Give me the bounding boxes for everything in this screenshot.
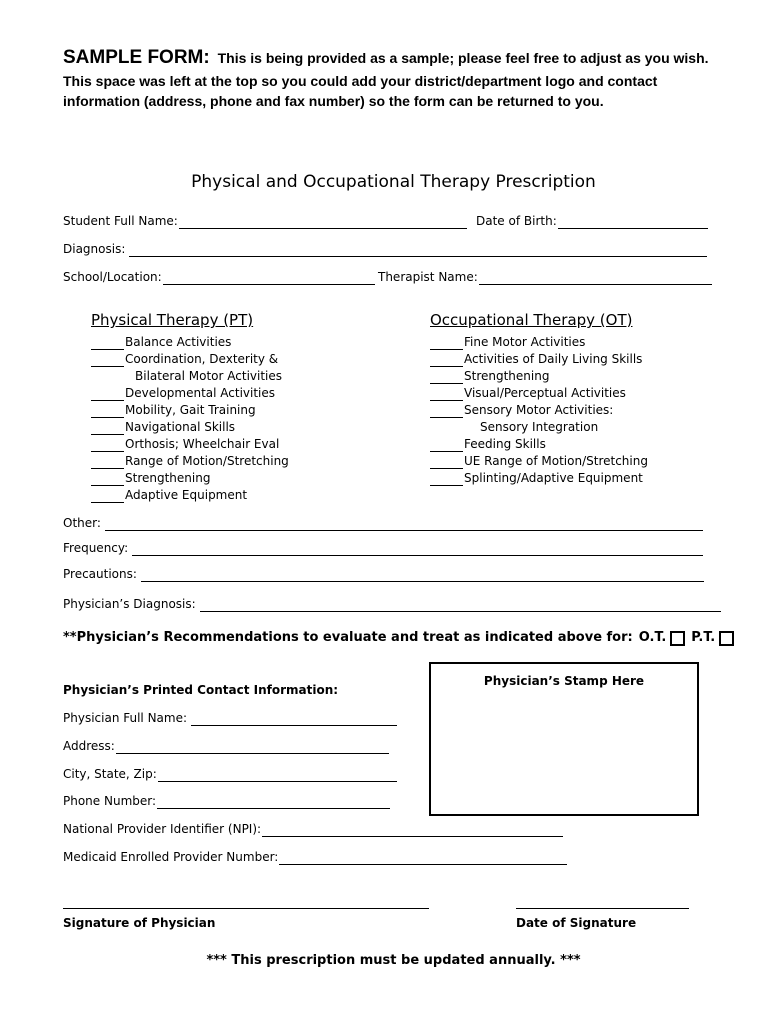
ot-item-continuation <box>430 419 648 435</box>
form-title: Physical and Occupational Therapy Prescription <box>191 172 596 192</box>
address-line[interactable] <box>116 742 389 754</box>
ot-check-blank[interactable] <box>430 440 463 452</box>
signature-label: Signature of Physician <box>63 916 216 930</box>
pt-option-label: P.T. <box>691 630 716 645</box>
pt-item-continuation <box>91 368 289 384</box>
pt-check-blank[interactable] <box>91 338 124 350</box>
ot-item-label: Strengthening <box>464 369 550 383</box>
pt-heading: Physical Therapy (PT) <box>91 311 254 329</box>
recommendation-text: **Physician’s Recommendations to evaluate and treat as indicated above for: <box>63 630 633 645</box>
therapist-field[interactable] <box>378 269 712 285</box>
ot-item-label: Activities of Daily Living Skills <box>464 352 643 366</box>
pt-list <box>91 334 289 503</box>
ot-heading: Occupational Therapy (OT) <box>430 311 633 329</box>
pt-item[interactable] <box>91 402 289 418</box>
medicaid-provider-field[interactable] <box>63 849 567 865</box>
pt-item[interactable] <box>91 385 289 401</box>
school-field[interactable] <box>63 269 375 285</box>
dob-line[interactable] <box>558 217 708 229</box>
signature-date-label: Date of Signature <box>516 916 637 930</box>
ot-check-blank[interactable] <box>430 406 463 418</box>
pt-item-label: Range of Motion/Stretching <box>125 454 289 468</box>
address-field[interactable] <box>63 738 389 754</box>
ot-item[interactable] <box>430 385 648 401</box>
signature-line[interactable] <box>63 908 429 909</box>
pt-item[interactable] <box>91 453 289 469</box>
physician-full-name-label: Physician Full Name: <box>63 711 188 725</box>
frequency-label: Frequency: <box>63 541 129 555</box>
pt-item-label: Orthosis; Wheelchair Eval <box>125 437 280 451</box>
npi-field[interactable] <box>63 821 563 837</box>
pt-item[interactable] <box>91 436 289 452</box>
physician-full-name-field[interactable] <box>63 710 397 726</box>
sample-form-text: This is being provided as a sample; please feel free to adjust as you wish. <box>217 50 709 66</box>
diagnosis-label: Diagnosis: <box>63 242 126 256</box>
diagnosis-field[interactable] <box>63 241 707 257</box>
dob-label: Date of Birth: <box>476 214 557 228</box>
pt-check-blank[interactable] <box>91 389 124 401</box>
pt-item-label: Bilateral Motor Activities <box>135 369 283 383</box>
other-field[interactable] <box>63 515 703 531</box>
pt-item[interactable] <box>91 334 289 350</box>
ot-item[interactable] <box>430 334 648 350</box>
city-state-zip-field[interactable] <box>63 766 397 782</box>
ot-item-label: Sensory Integration <box>480 420 599 434</box>
medicaid-provider-label: Medicaid Enrolled Provider Number: <box>63 850 279 864</box>
sample-form-notice <box>63 47 709 69</box>
ot-item-label: Visual/Perceptual Activities <box>464 386 626 400</box>
physician-stamp-label: Physician’s Stamp Here <box>483 674 645 688</box>
frequency-line[interactable] <box>132 544 703 556</box>
student-name-field[interactable] <box>63 213 467 229</box>
ot-item[interactable] <box>430 453 648 469</box>
contact-heading: Physician’s Printed Contact Information: <box>63 683 339 697</box>
student-name-label: Student Full Name: <box>63 214 178 228</box>
pt-check-blank[interactable] <box>91 491 124 503</box>
pt-item-label: Developmental Activities <box>125 386 276 400</box>
medicaid-provider-line[interactable] <box>279 853 567 865</box>
npi-label: National Provider Identifier (NPI): <box>63 822 262 836</box>
ot-check-blank[interactable] <box>430 338 463 350</box>
ot-item-label: Sensory Motor Activities: <box>464 403 614 417</box>
school-label: School/Location: <box>63 270 162 284</box>
ot-item[interactable] <box>430 436 648 452</box>
city-state-zip-line[interactable] <box>158 770 397 782</box>
precautions-label: Precautions: <box>63 567 137 581</box>
therapist-line[interactable] <box>479 273 712 285</box>
physician-stamp-box[interactable] <box>429 662 699 816</box>
sample-form-label: SAMPLE FORM: <box>63 47 210 68</box>
header-note-line-1: This space was left at the top so you could add your district/department logo and contact <box>63 73 658 89</box>
recommendation-row <box>63 630 734 646</box>
city-state-zip-label: City, State, Zip: <box>63 767 157 781</box>
address-label: Address: <box>63 739 115 753</box>
ot-item[interactable] <box>430 470 648 486</box>
pt-check-blank[interactable] <box>91 457 124 469</box>
diagnosis-line[interactable] <box>129 245 707 257</box>
pt-check-blank[interactable] <box>91 355 124 367</box>
pt-check-blank[interactable] <box>91 474 124 486</box>
pt-item-label: Strengthening <box>125 471 211 485</box>
pt-item-label: Balance Activities <box>125 335 232 349</box>
ot-check-blank[interactable] <box>430 457 463 469</box>
ot-item-label: Splinting/Adaptive Equipment <box>464 471 643 485</box>
pt-check-blank[interactable] <box>91 423 124 435</box>
physician-diagnosis-label: Physician’s Diagnosis: <box>63 597 196 611</box>
pt-check-blank[interactable] <box>91 406 124 418</box>
ot-item[interactable] <box>430 368 648 384</box>
pt-item[interactable] <box>91 470 289 486</box>
student-name-line[interactable] <box>179 217 467 229</box>
header-note-line-2: information (address, phone and fax number) so the form can be returned to you. <box>63 93 604 109</box>
npi-line[interactable] <box>262 825 563 837</box>
phone-number-field[interactable] <box>63 793 390 809</box>
phone-number-label: Phone Number: <box>63 794 157 808</box>
ot-item-label: UE Range of Motion/Stretching <box>464 454 648 468</box>
pt-item-label: Adaptive Equipment <box>125 488 248 502</box>
phone-number-line[interactable] <box>157 797 390 809</box>
ot-item[interactable] <box>430 402 648 418</box>
pt-check-blank[interactable] <box>91 440 124 452</box>
ot-item-label: Feeding Skills <box>464 437 546 451</box>
school-line[interactable] <box>163 273 375 285</box>
signature-date-line[interactable] <box>516 908 689 909</box>
pt-item-label: Navigational Skills <box>125 420 236 434</box>
footer-note: *** This prescription must be updated annually. *** <box>206 953 581 968</box>
pt-item-label: Mobility, Gait Training <box>125 403 256 417</box>
pt-item[interactable] <box>91 419 289 435</box>
therapist-label: Therapist Name: <box>378 270 478 284</box>
other-label: Other: <box>63 516 101 530</box>
physician-diagnosis-field[interactable] <box>63 596 721 612</box>
ot-option-label: O.T. <box>638 630 667 645</box>
pt-item[interactable] <box>91 487 289 503</box>
dob-field[interactable] <box>476 213 708 229</box>
ot-item-label: Fine Motor Activities <box>464 335 586 349</box>
precautions-field[interactable] <box>63 566 704 582</box>
frequency-field[interactable] <box>63 540 703 556</box>
ot-check-blank[interactable] <box>430 474 463 486</box>
ot-list <box>430 334 648 486</box>
ot-check-blank[interactable] <box>430 389 463 401</box>
physician-diagnosis-line[interactable] <box>200 600 721 612</box>
ot-checkbox[interactable] <box>670 631 685 646</box>
ot-check-blank[interactable] <box>430 355 463 367</box>
pt-item-label: Coordination, Dexterity & <box>125 352 279 366</box>
pt-checkbox[interactable] <box>719 631 734 646</box>
ot-check-blank[interactable] <box>430 372 463 384</box>
pt-item[interactable] <box>91 351 289 367</box>
other-line[interactable] <box>105 519 703 531</box>
physician-full-name-line[interactable] <box>191 714 397 726</box>
precautions-line[interactable] <box>141 570 704 582</box>
ot-item[interactable] <box>430 351 648 367</box>
